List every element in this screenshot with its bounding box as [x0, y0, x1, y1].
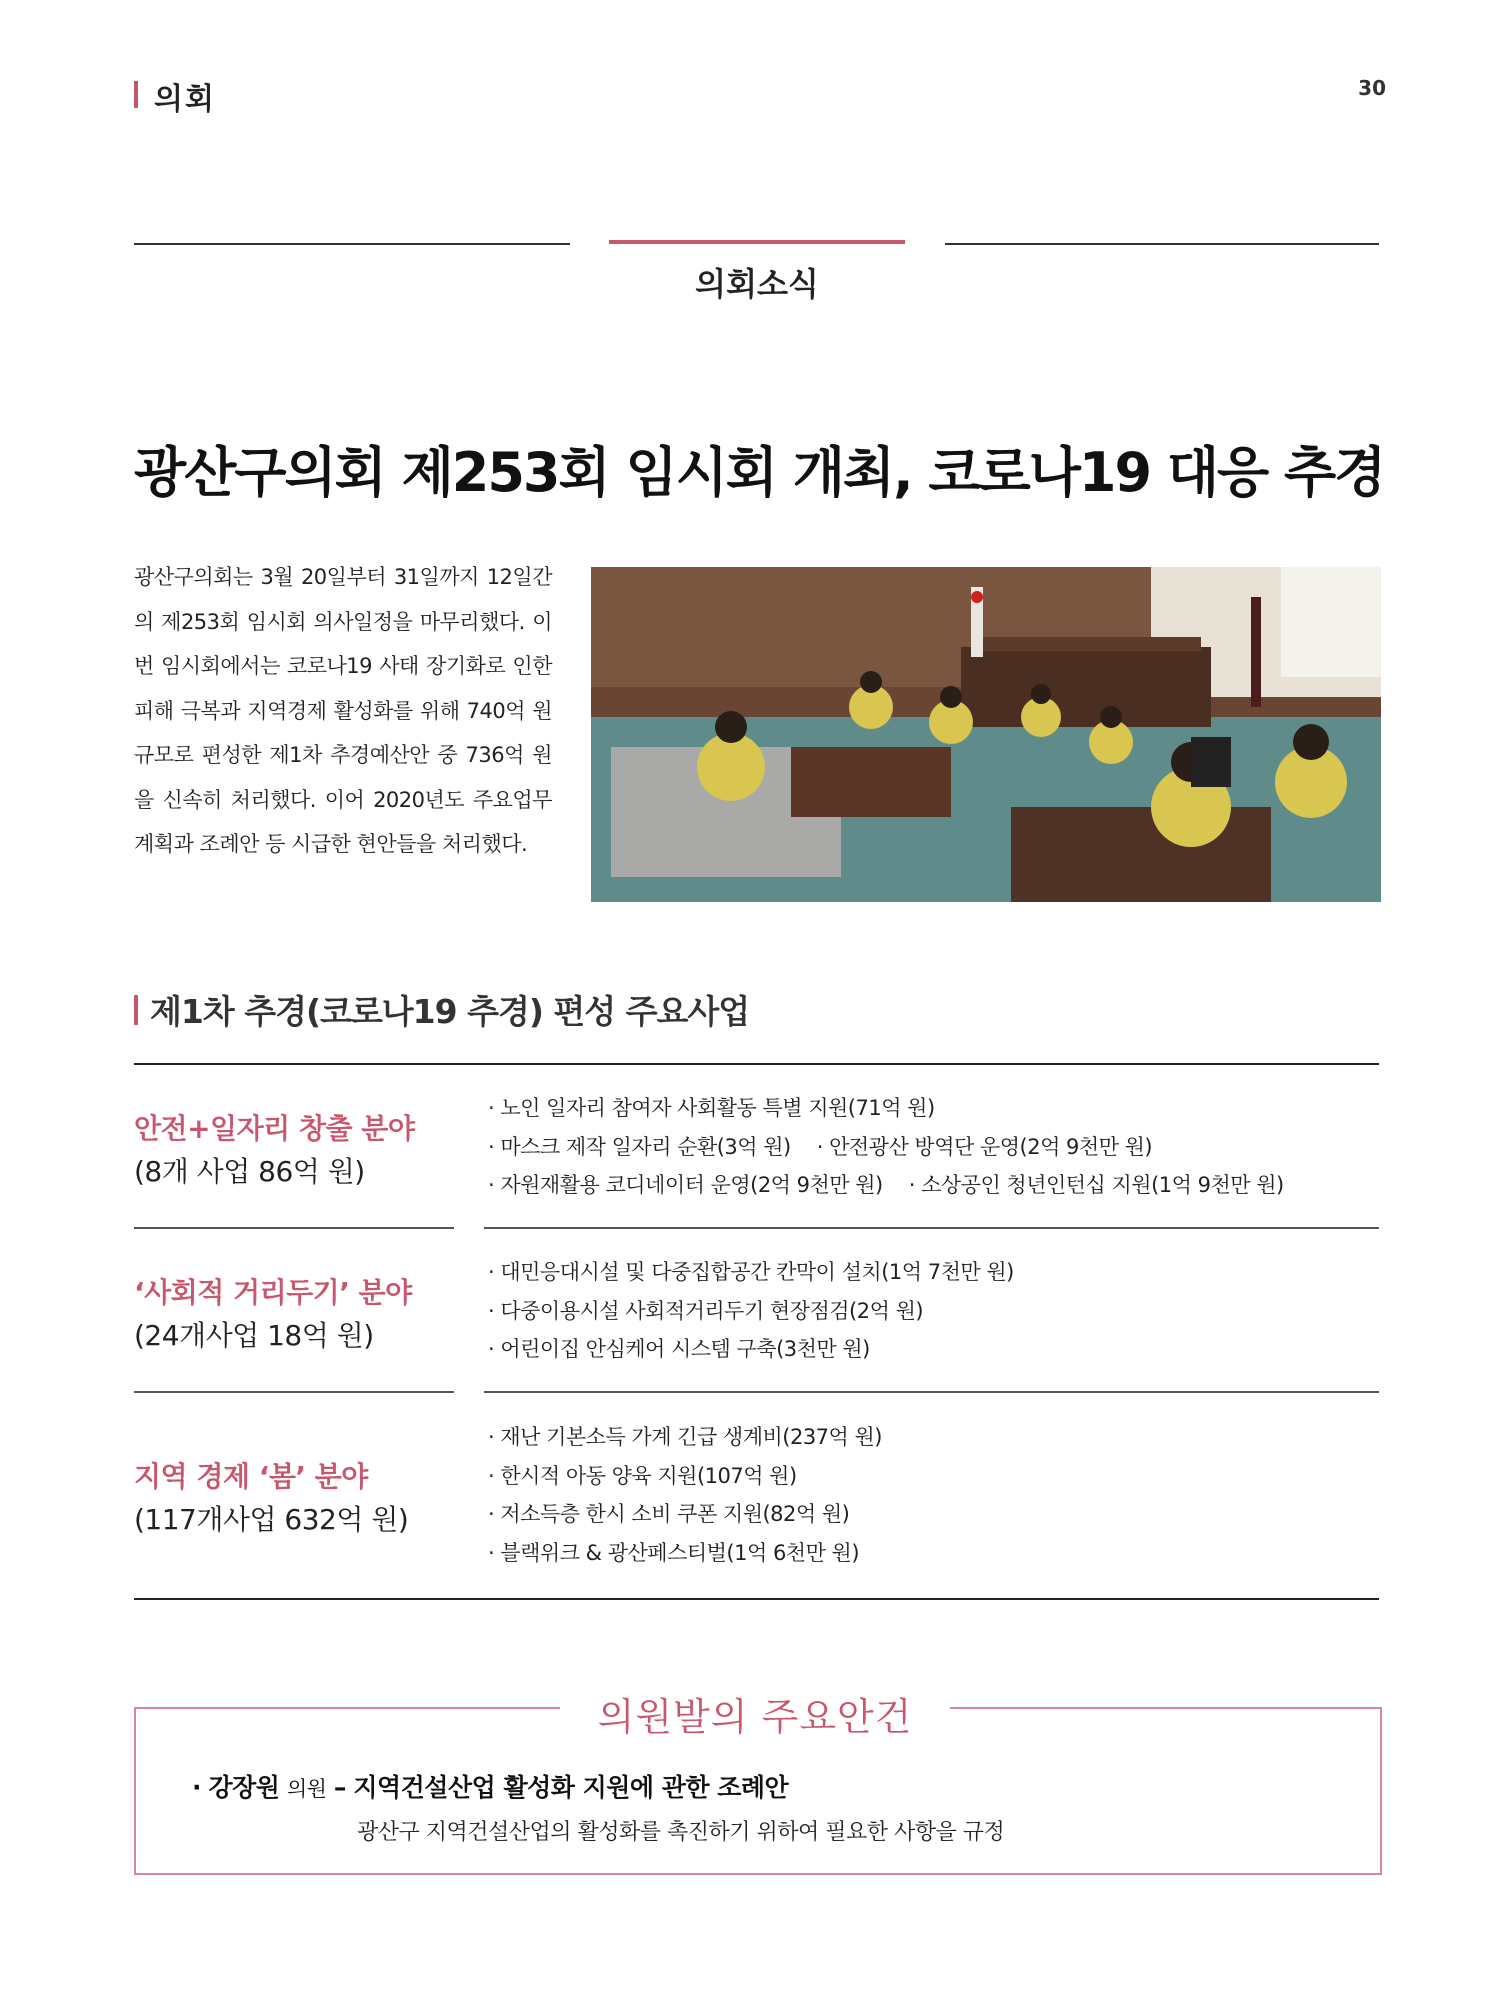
bullet-text: · 노인 일자리 참여자 사회활동 특별 지원(71억 원)	[488, 1096, 935, 1120]
agenda-separator: –	[333, 1773, 346, 1802]
list-item	[488, 1253, 1378, 1292]
category-bullet-list	[488, 1253, 1378, 1369]
agenda-item	[192, 1768, 788, 1804]
category-summary: (8개 사업 86억 원)	[134, 1155, 365, 1188]
list-item	[488, 1166, 1378, 1205]
bullet-text: · 블랙위크 & 광산페스티벌(1억 6천만 원)	[488, 1540, 860, 1565]
bullet-text: · 한시적 아동 양육 지원(107억 원)	[488, 1463, 797, 1488]
council-session-photo	[591, 567, 1381, 902]
article-intro: 광산구의회는 3월 20일부터 31일까지 12일간의 제253회 임시회 의사일정을 마무리했다. 이번 임시회에서는 코로나19 사태 장기화로 인한 피해 극복과 지역경제 활성화를 위해 740억 원 규모로 편성한 제1차 추경예산안 중 736억 원을 신속히 처리했다. 이어 2020년도 주요업무계획과 조례안 등 시급한 현안들을 처리했다.	[134, 565, 552, 856]
member-name: 강장원	[208, 1773, 280, 1802]
section-label: 의회	[154, 82, 216, 117]
subheading-accent-bar	[134, 995, 138, 1025]
row-divider-right	[484, 1227, 1379, 1229]
bullet-text: · 다중이용시설 사회적거리두기 현장점검(2억 원)	[488, 1298, 924, 1323]
page-number: 30	[1358, 76, 1386, 100]
list-item	[488, 1330, 1378, 1369]
bullet-text: · 소상공인 청년인턴십 지원(1억 9천만 원)	[908, 1173, 1284, 1197]
title-rule-left	[134, 243, 570, 245]
title-rule-right	[945, 243, 1379, 245]
bill-description: 광산구 지역건설산업의 활성화를 촉진하기 위하여 필요한 사항을 규정	[357, 1820, 1005, 1845]
bill-title: 지역건설산업 활성화 지원에 관한 조례안	[353, 1773, 789, 1802]
bullet-text: · 자원재활용 코디네이터 운영(2억 9천만 원)	[488, 1173, 883, 1197]
section-accent-bar	[134, 81, 138, 108]
budget-section-title: 제1차 추경(코로나19 추경) 편성 주요사업	[150, 992, 750, 1031]
bullet-text: · 재난 기본소득 가계 긴급 생계비(237억 원)	[488, 1425, 882, 1449]
row-divider-left	[134, 1391, 454, 1393]
news-section-title: 의회소식	[695, 265, 819, 303]
table-top-rule	[134, 1063, 1379, 1065]
bullet-text: · 어린이집 안심케어 시스템 구축(3천만 원)	[488, 1337, 870, 1361]
category-title: 안전+일자리 창출 분야	[134, 1112, 415, 1145]
list-item	[488, 1128, 1378, 1167]
list-item	[488, 1089, 1378, 1128]
list-item	[488, 1534, 1378, 1573]
bullet-text: · 저소득층 한시 소비 쿠폰 지원(82억 원)	[488, 1502, 850, 1526]
list-item	[488, 1495, 1378, 1534]
table-bottom-rule	[134, 1598, 1379, 1600]
agenda-title: 의원발의 주요안건	[597, 1695, 913, 1739]
category-bullet-list	[488, 1418, 1378, 1572]
bullet-text: · 마스크 제작 일자리 순환(3억 원)	[488, 1134, 791, 1159]
agenda-bullet: ·	[192, 1773, 201, 1802]
member-role: 의원	[286, 1777, 327, 1801]
bullet-text: · 안전광산 방역단 운영(2억 9천만 원)	[816, 1134, 1153, 1159]
list-item	[488, 1418, 1378, 1457]
category-summary: (24개사업 18억 원)	[134, 1319, 374, 1352]
category-bullet-list	[488, 1089, 1378, 1205]
list-item	[488, 1292, 1378, 1331]
article-headline: 광산구의회 제253회 임시회 개최, 코로나19 대응 추경	[134, 441, 1385, 504]
category-title: 지역 경제 ‘봄’ 분야	[134, 1460, 368, 1493]
row-divider-left	[134, 1227, 454, 1229]
category-summary: (117개사업 632억 원)	[134, 1503, 409, 1536]
title-rule-accent	[609, 240, 905, 244]
bullet-text: · 대민응대시설 및 다중집합공간 칸막이 설치(1억 7천만 원)	[488, 1260, 1014, 1284]
category-title: ‘사회적 거리두기’ 분야	[134, 1276, 412, 1309]
list-item	[488, 1457, 1378, 1496]
row-divider-right	[484, 1391, 1379, 1393]
